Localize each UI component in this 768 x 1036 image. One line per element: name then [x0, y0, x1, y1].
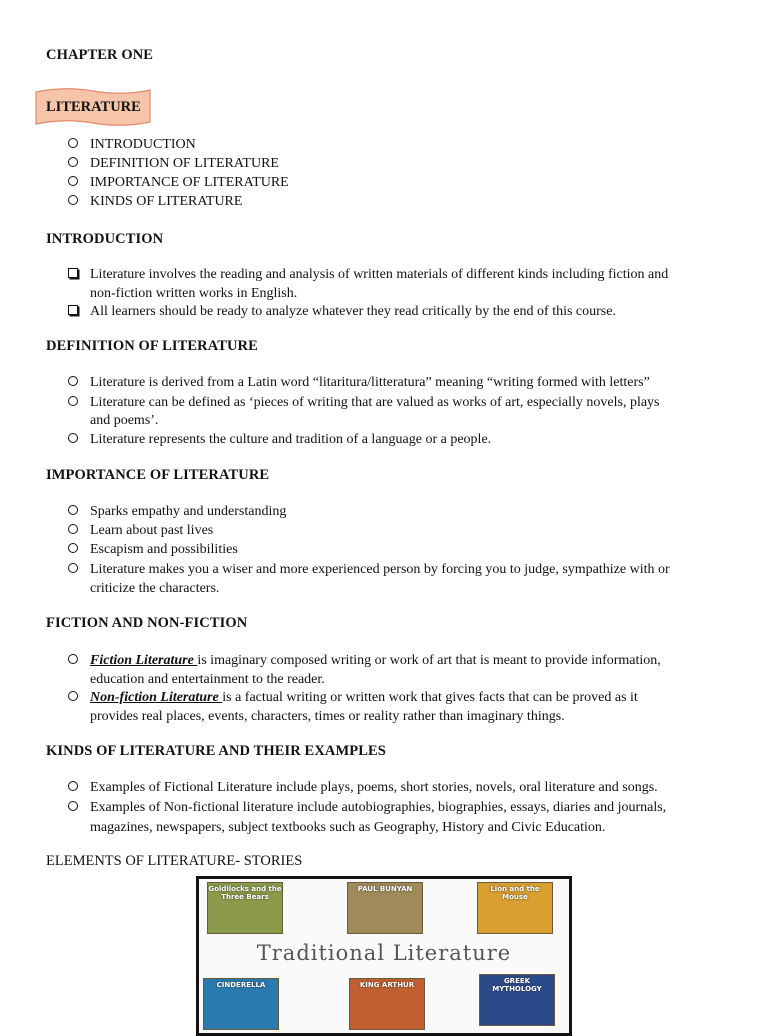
term-fiction-literature: Fiction Literature [90, 653, 198, 668]
king-arthur-cover-image: KING ARTHUR [349, 978, 425, 1030]
elements-heading: ELEMENTS OF LITERATURE- STORIES [46, 853, 303, 869]
term-non-fiction-literature: Non-fiction Literature [90, 690, 223, 705]
chapter-title: CHAPTER ONE [46, 47, 154, 63]
greek-mythology-cover-image: GREEK MYTHOLOGY [479, 974, 555, 1026]
checkbox-bullet-icon [68, 268, 78, 278]
circle-bullet-icon [68, 505, 78, 515]
poster-title: Traditional Literature [256, 941, 512, 965]
circle-bullet-icon [68, 691, 78, 701]
circle-bullet-icon [68, 433, 78, 443]
circle-bullet-icon [68, 195, 78, 205]
circle-bullet-icon [68, 654, 78, 664]
section-heading-importance: IMPORTANCE OF LITERATURE [46, 467, 270, 483]
paul-bunyan-cover-image: PAUL BUNYAN [347, 882, 423, 934]
circle-bullet-icon [68, 801, 78, 811]
circle-bullet-icon [68, 396, 78, 406]
circle-bullet-icon [68, 563, 78, 573]
section-heading-fiction: FICTION AND NON-FICTION [46, 615, 248, 631]
circle-bullet-icon [68, 157, 78, 167]
bears-cover-image: Goldilocks and the Three Bears [207, 882, 283, 934]
circle-bullet-icon [68, 376, 78, 386]
lion-mouse-cover-image: Lion and the Mouse [477, 882, 553, 934]
section-heading-introduction: INTRODUCTION [46, 231, 164, 247]
circle-bullet-icon [68, 781, 78, 791]
checkbox-bullet-icon [68, 305, 78, 315]
banner-label: LITERATURE [46, 99, 141, 115]
section-heading-kinds: KINDS OF LITERATURE AND THEIR EXAMPLES [46, 743, 386, 759]
circle-bullet-icon [68, 543, 78, 553]
traditional-literature-poster [196, 876, 572, 1036]
circle-bullet-icon [68, 138, 78, 148]
section-heading-definition: DEFINITION OF LITERATURE [46, 338, 258, 354]
circle-bullet-icon [68, 524, 78, 534]
cinderella-cover-image: CINDERELLA [203, 978, 279, 1030]
circle-bullet-icon [68, 176, 78, 186]
